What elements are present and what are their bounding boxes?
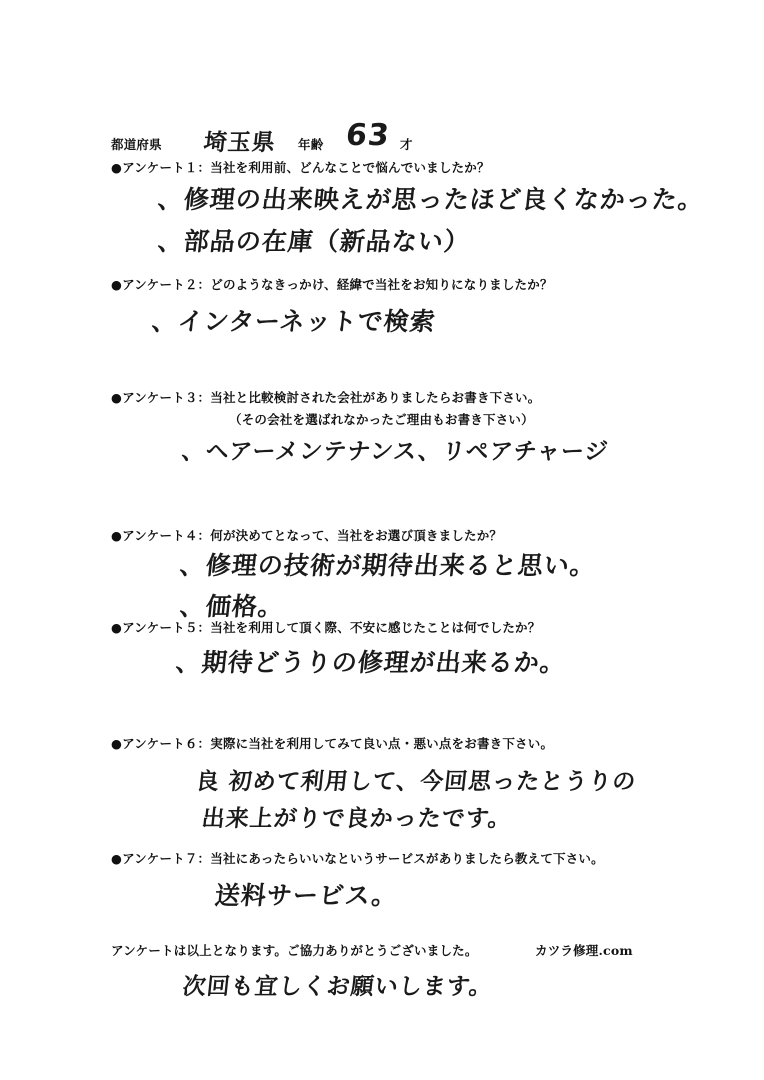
answer-1-line-2: 、部品の在庫（新品ない）: [156, 227, 472, 256]
question-3: ●アンケート３：当社と比較検討された会社がありましたらお書き下さい。: [111, 390, 541, 405]
question-2: ●アンケート２：どのようなきっかけ、経緯で当社をお知りになりましたか？: [111, 277, 553, 292]
brand-name: カツラ修理.com: [535, 943, 633, 958]
question-5: ●アンケート５：当社を利用して頂く際、不安に感じたことは何でしたか？: [111, 620, 541, 635]
answer-6-line-2: 出来上がりで良かったです。: [200, 806, 514, 832]
answer-4-line-2: 、価格。: [178, 592, 286, 621]
answer-5-line-1: 、期待どうりの修理が出来るか。: [174, 648, 568, 677]
closing-message: アンケートは以上となります。ご協力ありがとうございました。: [111, 943, 478, 958]
handwritten-closing-note: 次回も宜しくお願いします。: [181, 974, 495, 1000]
answer-4-line-1: 、修理の技術が期待出来ると思い。: [178, 551, 598, 580]
question-4: ●アンケート４：何が決めてとなって、当社をお選び頂きましたか？: [111, 528, 503, 543]
age-unit: 才: [400, 137, 413, 152]
answer-6-line-1: 良 初めて利用して、今回思ったとうりの: [194, 769, 638, 795]
prefecture-label: 都道府県: [111, 137, 162, 152]
age-value: 63: [344, 118, 392, 153]
question-7: ●アンケート７：当社にあったらいいなというサービスがありましたら教えて下さい。: [111, 851, 604, 866]
question-3-subnote: （その会社を選ばれなかったご理由もお書き下さい）: [229, 412, 534, 427]
question-6: ●アンケート６：実際に当社を利用してみて良い点・悪い点をお書き下さい。: [111, 736, 554, 751]
answer-3-line-1: 、ヘアーメンテナンス、リペアチャージ: [180, 439, 610, 465]
question-1: ●アンケート１：当社を利用前、どんなことで悩んでいましたか？: [111, 160, 490, 175]
age-label: 年齢: [298, 137, 324, 152]
answer-7-line-1: 送料サービス。: [213, 881, 400, 910]
answer-2-line-1: 、インターネットで検索: [150, 307, 438, 336]
answer-1-line-1: 、修理の出来映えが思ったほど良くなかった。: [156, 185, 706, 214]
prefecture-value: 埼玉県: [202, 130, 278, 156]
